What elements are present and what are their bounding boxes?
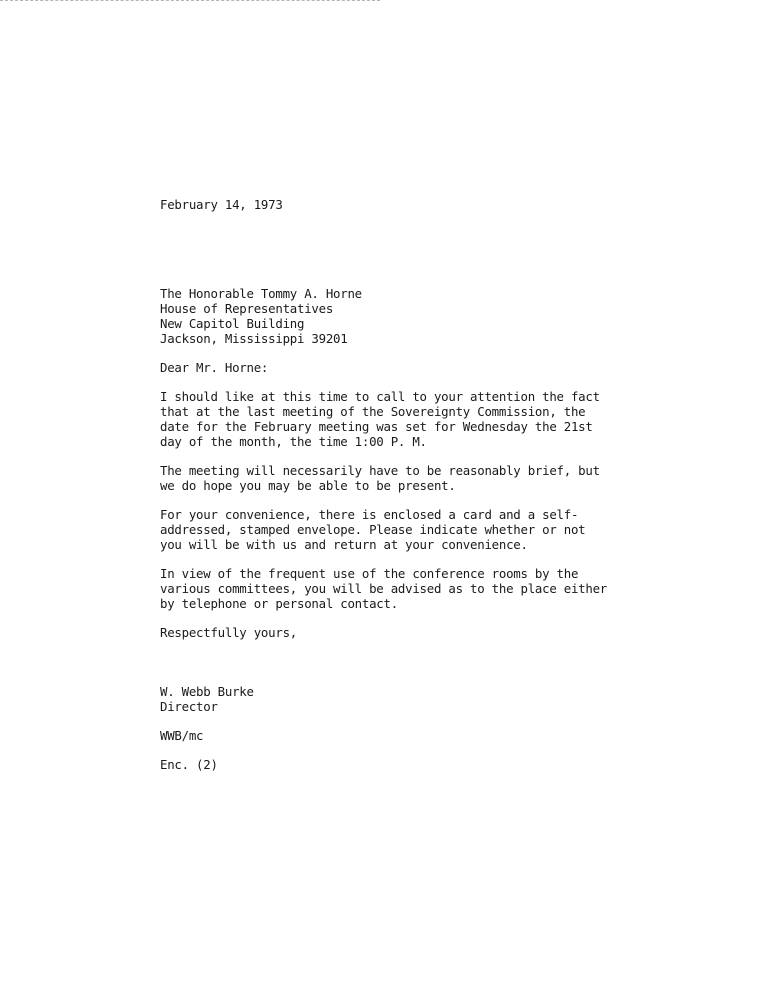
paragraph-conference-rooms: [160, 566, 740, 611]
paragraph-line: day of the month, the time 1:00 P. M.: [160, 434, 427, 449]
address-line: New Capitol Building: [160, 316, 305, 331]
paragraph-line: we do hope you may be able to be present.: [160, 478, 456, 493]
enclosure-note: Enc. (2): [160, 757, 218, 772]
address-line: The Honorable Tommy A. Horne: [160, 286, 362, 301]
paragraph-line: date for the February meeting was set for Wednesday the 21st: [160, 419, 593, 434]
paragraph-line: The meeting will necessarily have to be reasonably brief, but: [160, 463, 600, 478]
signature-block: [160, 684, 740, 714]
paragraph-attention: [160, 389, 740, 449]
top-dashed-rule: [0, 0, 380, 1]
paragraph-enclosure: [160, 507, 740, 552]
paragraph-line: various committees, you will be advised as to the place either: [160, 581, 608, 596]
letter-body: [160, 197, 740, 772]
address-line: House of Representatives: [160, 301, 334, 316]
paragraph-line: that at the last meeting of the Sovereignty Commission, the: [160, 404, 586, 419]
signer-name: W. Webb Burke: [160, 684, 254, 699]
paragraph-brief: [160, 463, 740, 493]
paragraph-line: In view of the frequent use of the conference rooms by the: [160, 566, 579, 581]
paragraph-line: I should like at this time to call to your attention the fact: [160, 389, 600, 404]
paragraph-line: addressed, stamped envelope. Please indicate whether or not: [160, 522, 586, 537]
paragraph-line: by telephone or personal contact.: [160, 596, 398, 611]
signer-title: Director: [160, 699, 218, 714]
typist-initials: WWB/mc: [160, 728, 204, 743]
paragraph-line: you will be with us and return at your convenience.: [160, 537, 528, 552]
closing: Respectfully yours,: [160, 625, 297, 640]
recipient-address: [160, 286, 740, 346]
paragraph-line: For your convenience, there is enclosed a card and a self-: [160, 507, 579, 522]
salutation: Dear Mr. Horne:: [160, 360, 269, 375]
letter-date: February 14, 1973: [160, 197, 283, 212]
address-line: Jackson, Mississippi 39201: [160, 331, 348, 346]
